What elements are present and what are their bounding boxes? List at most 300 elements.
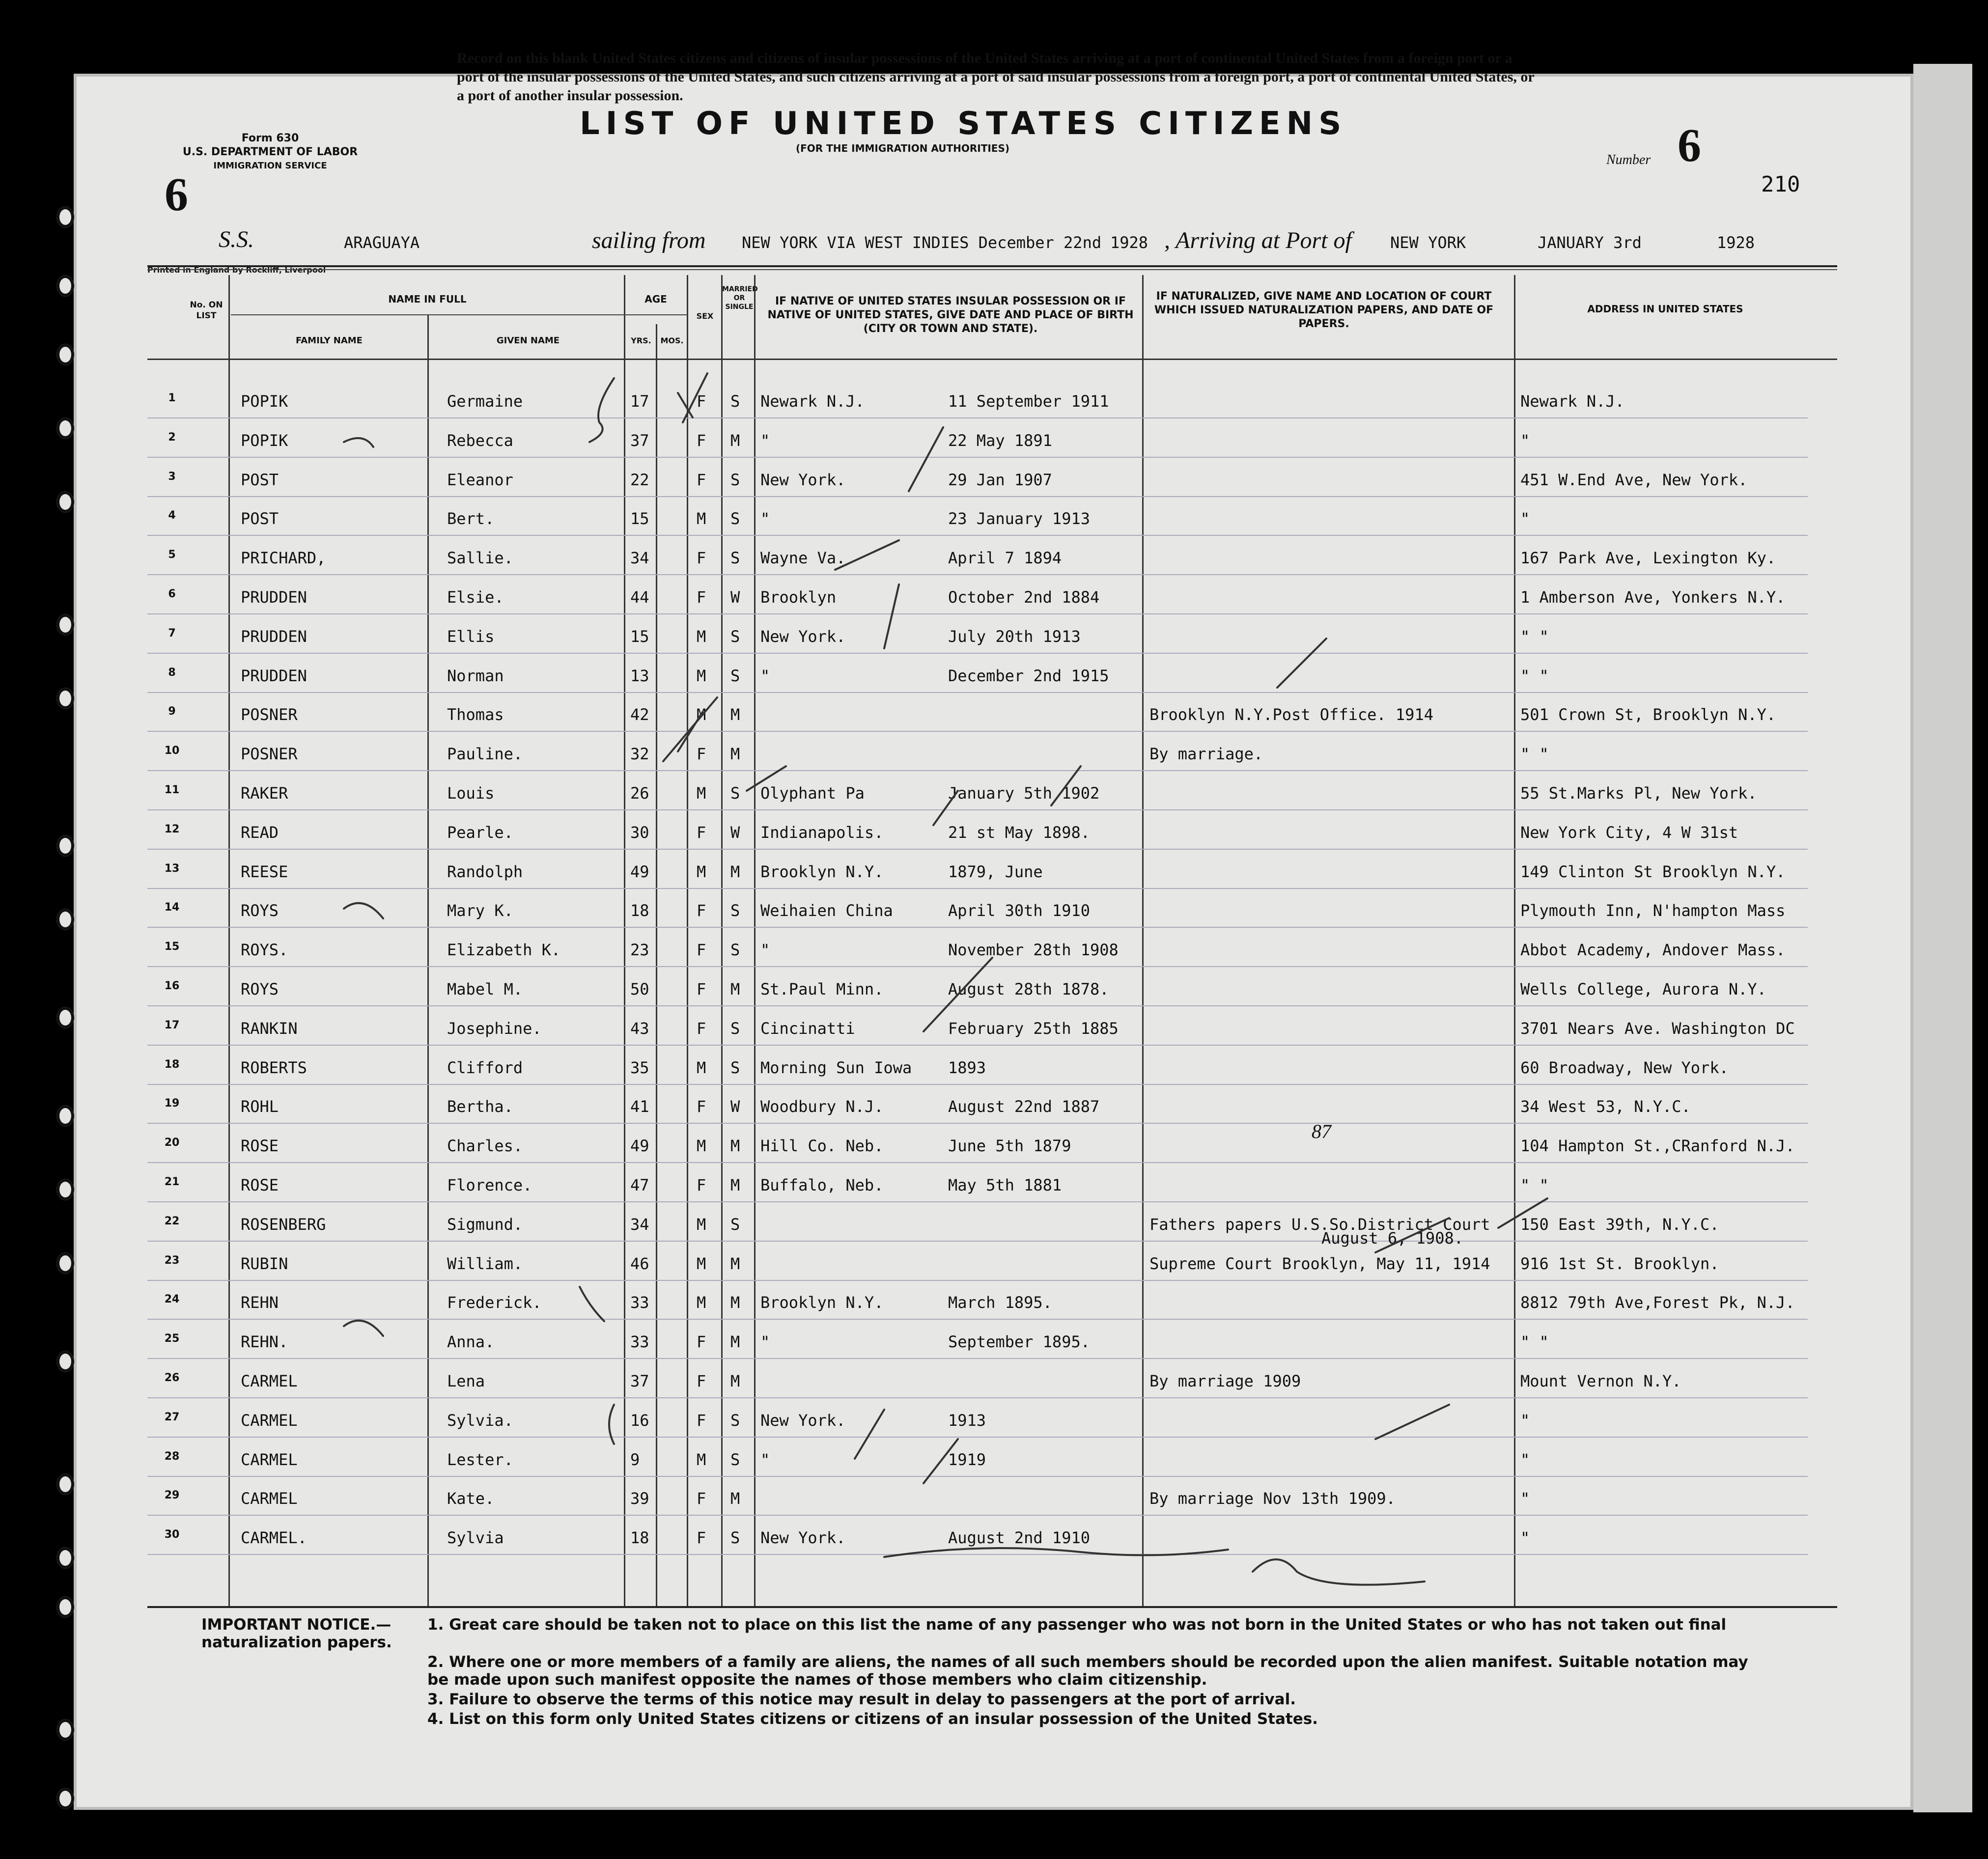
table-row [147,1397,1808,1438]
given-name: Anna. [447,1332,495,1352]
binder-hole [56,491,74,513]
header-family-name: FAMILY NAME [296,335,363,346]
row-number: 28 [164,1450,180,1463]
given-name: William. [447,1254,523,1273]
row-number: 29 [164,1489,180,1502]
age-years: 33 [630,1293,649,1312]
binder-hole [56,206,74,228]
family-name: ROSE [241,1176,279,1194]
binder-hole [56,1179,74,1200]
address: " " [1520,745,1549,764]
address: Wells College, Aurora N.Y. [1520,980,1766,999]
given-name: Louis [447,784,495,803]
family-name: READ [241,823,279,842]
family-name: CARMEL [241,1489,298,1508]
departure-port: NEW YORK VIA WEST INDIES December 22nd [742,233,1102,252]
birth-place: " [760,1450,770,1469]
important-notice [201,1616,1773,1728]
address: 1 Amberson Ave, Yonkers N.Y. [1520,588,1786,607]
given-name: Thomas [447,705,504,724]
number-label: Number [1606,152,1651,167]
birth-place: Buffalo, Neb. [760,1176,884,1194]
sex: F [697,901,706,920]
binder-hole [56,275,74,297]
given-name: Frederick. [447,1293,542,1312]
margin-annotation: 87 [1312,1120,1331,1142]
row-number: 19 [164,1097,180,1110]
sex: M [697,1254,706,1273]
ss-label: S.S. [219,226,254,252]
arrival-date: JANUARY 3rd [1538,233,1642,252]
address: " " [1520,1332,1549,1352]
header-given-name: GIVEN NAME [496,335,560,346]
birth-place: " [760,431,770,450]
marital-status: W [730,823,740,842]
address: 149 Clinton St Brooklyn N.Y. [1520,862,1786,881]
given-name: Pauline. [447,745,523,764]
family-name: REHN [241,1293,279,1312]
marital-status: S [730,1450,740,1469]
given-name: Ellis [447,627,495,646]
age-years: 34 [630,1215,649,1234]
birth-place: St.Paul Minn. [760,980,884,999]
sailing-from-label: sailing from [592,227,706,253]
header-naturalized: IF NATURALIZED, GIVE NAME AND LOCATION OF COURT WHICH ISSUED NATURALIZATION PAPERS, AND DATE OF PAPERS. [1154,290,1494,330]
family-name: ROHL [241,1097,279,1116]
sex: F [697,1528,706,1548]
marital-status: S [730,627,740,646]
form-identifier [177,132,364,173]
address: 3701 Nears Ave. Washington DC [1520,1019,1795,1038]
table-row [147,496,1808,536]
notice-item-1: 1. Great care should be taken not to place on this list the name of any passenger who was not born in the United States or who has not taken out final naturalization papers. [201,1616,1727,1651]
table-row [147,1515,1808,1555]
marital-status: S [730,1411,740,1430]
birth-date: August 22nd 1887 [948,1097,1100,1116]
sex: M [697,509,706,528]
age-years: 22 [630,470,649,489]
given-name: Rebecca [447,431,513,450]
departure-year: 1928 [1110,233,1148,252]
naturalization: Supreme Court Brooklyn, May 11, 1914 [1149,1254,1490,1273]
binder-hole [56,1596,74,1618]
sex: M [697,705,706,724]
row-number: 24 [164,1293,180,1306]
binder-hole [56,1547,74,1569]
row-number: 4 [168,509,176,522]
birth-place: New York. [760,1411,846,1430]
table-row [147,692,1808,732]
sex: F [697,392,706,411]
address: " [1520,509,1530,528]
family-name: POST [241,470,279,489]
binder-hole [56,1473,74,1495]
family-name: POPIK [241,431,288,450]
given-name: Elizabeth K. [447,941,561,960]
address: 8812 79th Ave,Forest Pk, N.J. [1520,1293,1795,1312]
marital-status: M [730,980,740,999]
birth-date: June 5th 1879 [948,1137,1071,1156]
birth-date: August 28th 1878. [948,980,1109,999]
age-years: 47 [630,1176,649,1194]
adjacent-page-edge [1913,64,1972,1812]
family-name: PRUDDEN [241,627,307,646]
sex: F [697,941,706,960]
age-years: 34 [630,549,649,568]
marital-status: S [730,1215,740,1234]
naturalization: By marriage. [1149,745,1263,764]
given-name: Lester. [447,1450,513,1469]
marital-status: S [730,392,740,411]
row-number: 8 [168,666,176,679]
age-years: 37 [630,1372,649,1390]
given-name: Randolph [447,862,523,881]
table-row [147,1279,1808,1320]
birth-date: December 2nd 1915 [948,666,1109,685]
age-years: 13 [630,666,649,685]
age-years: 44 [630,588,649,607]
birth-date: 1879, June [948,862,1043,881]
given-name: Mabel M. [447,980,523,999]
department-name: U.S. DEPARTMENT OF LABOR [182,146,358,158]
row-number: 17 [164,1019,180,1031]
birth-date: April 30th 1910 [948,901,1090,920]
table-row [147,1123,1808,1163]
sex: F [697,470,706,489]
given-name: Josephine. [447,1019,542,1038]
form-number: Form 630 [241,132,299,144]
service-name: IMMIGRATION SERVICE [213,161,327,171]
age-years: 50 [630,980,649,999]
sex: F [697,823,706,842]
arrival-port: NEW YORK [1390,233,1466,252]
marital-status: S [730,666,740,685]
name-age-subrule [231,314,688,315]
birth-date: May 5th 1881 [948,1176,1062,1194]
address: " [1520,1489,1530,1508]
table-row [147,1201,1808,1248]
birth-place: Newark N.J. [760,392,865,411]
sex: F [697,1097,706,1116]
family-name: RUBIN [241,1254,288,1273]
address: " [1520,431,1530,450]
ship-name: ARAGUAYA [344,233,420,252]
age-years: 49 [630,862,649,881]
family-name: ROYS. [241,941,288,960]
notice-item-4: 4. List on this form only United States citizens or citizens of an insular possession of the United States. [427,1710,1318,1728]
sex: F [697,549,706,568]
table-row [147,770,1808,810]
age-years: 26 [630,784,649,803]
header-age: AGE [644,293,667,305]
marital-status: S [730,901,740,920]
row-number: 20 [164,1137,180,1149]
age-years: 18 [630,1528,649,1548]
birth-date: October 2nd 1884 [948,588,1100,607]
birth-date: April 7 1894 [948,549,1062,568]
address: 104 Hampton St.,CRanford N.J. [1520,1137,1795,1156]
list-number: 6 [1678,119,1701,171]
birth-place: Brooklyn N.Y. [760,1293,884,1312]
row-number: 14 [164,901,180,914]
binder-hole [56,909,74,930]
marital-status: M [730,1254,740,1273]
marital-status: M [730,1489,740,1508]
age-years: 16 [630,1411,649,1430]
address: " [1520,1528,1530,1548]
table-row [147,1241,1808,1281]
table-row [147,417,1808,458]
birth-place: Hill Co. Neb. [760,1137,884,1156]
printer-credit: Printed in England by Rockliff, Liverpool [147,265,326,275]
table-row [147,966,1808,1006]
table-row [147,613,1808,654]
birth-place: New York. [760,470,846,489]
row-number: 21 [164,1176,180,1188]
row-number: 25 [164,1332,180,1345]
page-number: 210 [1761,172,1800,197]
family-name: REESE [241,862,288,881]
row-number: 18 [164,1058,180,1071]
marital-status: S [730,1058,740,1077]
table-row [147,1005,1808,1046]
row-number: 22 [164,1215,180,1227]
marital-status: S [730,1528,740,1548]
binder-hole [56,344,74,365]
age-years: 23 [630,941,649,960]
row-number: 13 [164,862,180,875]
address: Mount Vernon N.Y. [1520,1372,1681,1390]
family-name: CARMEL [241,1450,298,1469]
binder-hole [56,614,74,636]
sex: F [697,1176,706,1194]
naturalization: Fathers papers U.S.So.District Court [1149,1215,1490,1234]
table-row [147,1319,1808,1359]
table-row [147,1162,1808,1202]
sex: F [697,431,706,450]
address: 167 Park Ave, Lexington Ky. [1520,549,1776,568]
marital-status: M [730,1372,740,1390]
address: 916 1st St. Brooklyn. [1520,1254,1719,1273]
age-years: 41 [630,1097,649,1116]
family-name: ROYS [241,901,279,920]
marital-status: S [730,470,740,489]
naturalization: Brooklyn N.Y.Post Office. 1914 [1149,705,1433,724]
table-row [147,731,1808,771]
address: " " [1520,627,1549,646]
given-name: Florence. [447,1176,532,1194]
birth-place: Brooklyn N.Y. [760,862,884,881]
birth-date: November 28th 1908 [948,941,1119,960]
header-address: ADDRESS IN UNITED STATES [1587,303,1743,315]
address: 501 Crown St, Brooklyn N.Y. [1520,705,1776,724]
sex: M [697,627,706,646]
binder-hole [56,1719,74,1741]
table-row [147,378,1808,418]
birth-date: 1893 [948,1058,986,1077]
given-name: Pearle. [447,823,513,842]
address: " [1520,1450,1530,1469]
birth-date: 21 st May 1898. [948,823,1090,842]
marital-status: M [730,1332,740,1352]
row-number: 9 [168,705,176,718]
birth-date: 22 May 1891 [948,431,1052,450]
address: 451 W.End Ave, New York. [1520,470,1748,489]
row-number: 30 [164,1528,180,1541]
binder-hole [56,1105,74,1127]
birth-place: Woodbury N.J. [760,1097,884,1116]
given-name: Clifford [447,1058,523,1077]
binder-hole [56,1351,74,1372]
sex: M [697,1293,706,1312]
marital-status: M [730,431,740,450]
family-name: POSNER [241,745,298,764]
age-years: 33 [630,1332,649,1352]
family-name: PRUDDEN [241,588,307,607]
given-name: Sylvia [447,1528,504,1548]
sex: F [697,980,706,999]
age-years: 43 [630,1019,649,1038]
given-name: Mary K. [447,901,513,920]
family-name: REHN. [241,1332,288,1352]
page-title: LIST OF UNITED STATES CITIZENS [580,106,1347,142]
header-no-on-list: No. ON LIST [190,300,223,321]
age-years: 17 [630,392,649,411]
family-name: RANKIN [241,1019,298,1038]
family-name: ROSENBERG [241,1215,326,1234]
table-row [147,1437,1808,1477]
marital-status: M [730,705,740,724]
naturalization-date: August 6, 1908. [1321,1228,1463,1248]
marital-status: S [730,509,740,528]
sex: M [697,1058,706,1077]
family-name: ROBERTS [241,1058,307,1077]
address: Newark N.J. [1520,392,1624,411]
age-years: 49 [630,1137,649,1156]
notice-heading: IMPORTANT NOTICE.— [201,1616,392,1634]
birth-date: March 1895. [948,1293,1052,1312]
sex: M [697,666,706,685]
birth-place: Morning Sun Iowa [760,1058,912,1077]
given-name: Elsie. [447,588,504,607]
table-row [147,653,1808,693]
address: 55 St.Marks Pl, New York. [1520,784,1757,803]
birth-date: August 2nd 1910 [948,1528,1090,1548]
binder-hole [56,1252,74,1274]
header-bottom-rule [147,359,1837,360]
row-number: 23 [164,1254,180,1267]
row-number: 7 [168,627,176,639]
birth-date: July 20th 1913 [948,627,1081,646]
age-years: 30 [630,823,649,842]
marital-status: S [730,549,740,568]
table-row [147,1475,1808,1516]
family-name: ROYS [241,980,279,999]
row-number: 5 [168,549,176,561]
family-name: ROSE [241,1137,279,1156]
binder-hole [56,835,74,857]
row-number: 12 [164,823,180,835]
sex: F [697,1372,706,1390]
sex: M [697,1215,706,1234]
table-row [147,535,1808,575]
arriving-label: , Arriving at Port of [1164,227,1352,253]
birth-place: Wayne Va. [760,549,846,568]
header-sex: SEX [696,311,714,321]
header-married-single: MARRIED OR SINGLE [722,285,758,311]
age-years: 39 [630,1489,649,1508]
page-subtitle: (FOR THE IMMIGRATION AUTHORITIES) [796,142,1010,154]
binder-hole [56,688,74,709]
marital-status: M [730,745,740,764]
birth-date: 1919 [948,1450,986,1469]
row-number: 26 [164,1372,180,1384]
marital-status: W [730,1097,740,1116]
address: New York City, 4 W 31st [1520,823,1738,842]
given-name: Sigmund. [447,1215,523,1234]
birth-date: 23 January 1913 [948,509,1090,528]
age-years: 15 [630,509,649,528]
age-years: 15 [630,627,649,646]
sex: F [697,588,706,607]
marital-status: M [730,1293,740,1312]
sex: F [697,1411,706,1430]
birth-place: Brooklyn [760,588,837,607]
given-name: Norman [447,666,504,685]
age-years: 9 [630,1450,640,1469]
given-name: Charles. [447,1137,523,1156]
given-name: Germaine [447,392,523,411]
naturalization: By marriage 1909 [1149,1372,1301,1390]
header-native: IF NATIVE OF UNITED STATES INSULAR POSSESSION OR IF NATIVE OF UNITED STATES, GIVE DATE AND PLACE OF BIRTH (CITY OR TOWN AND STATE). [767,295,1134,335]
birth-place: " [760,666,770,685]
address: 60 Broadway, New York. [1520,1058,1729,1077]
marital-status: M [730,862,740,881]
given-name: Sylvia. [447,1411,513,1430]
notice-item-3: 3. Failure to observe the terms of this notice may result in delay to passengers at the port of arrival. [427,1691,1296,1708]
birth-date: 11 September 1911 [948,392,1109,411]
given-name: Lena [447,1372,485,1390]
family-name: CARMEL [241,1411,298,1430]
sex: M [697,862,706,881]
binder-hole [56,417,74,439]
birth-date: September 1895. [948,1332,1090,1352]
header-top-rule-2 [147,269,1837,270]
row-number: 6 [168,588,176,600]
sex: M [697,1450,706,1469]
given-name: Eleanor [447,470,513,489]
table-row [147,927,1808,967]
record-instructions: Record on this blank United States citizens and citizens of insular possessions of the United States arriving at a port of continental United States from a foreign port or a port of the insular possessions of the United States, and such citizens arriving at a port of said insular possessions from a foreign port, a port of continental United States, or a port of another insular possession. [457,50,1535,104]
binder-hole [56,1788,74,1809]
table-row [147,849,1808,889]
address: Plymouth Inn, N'hampton Mass [1520,901,1786,920]
given-name: Sallie. [447,549,513,568]
marital-status: W [730,588,740,607]
birth-date: January 5th 1902 [948,784,1100,803]
age-years: 42 [630,705,649,724]
birth-place: New York. [760,627,846,646]
binder-hole [56,1007,74,1028]
table-row [147,888,1808,928]
birth-place: " [760,941,770,960]
address: " " [1520,666,1549,685]
age-years: 46 [630,1254,649,1273]
sex: F [697,1019,706,1038]
binder-holes [47,0,76,1859]
family-name: POST [241,509,279,528]
birth-place: New York. [760,1528,846,1548]
